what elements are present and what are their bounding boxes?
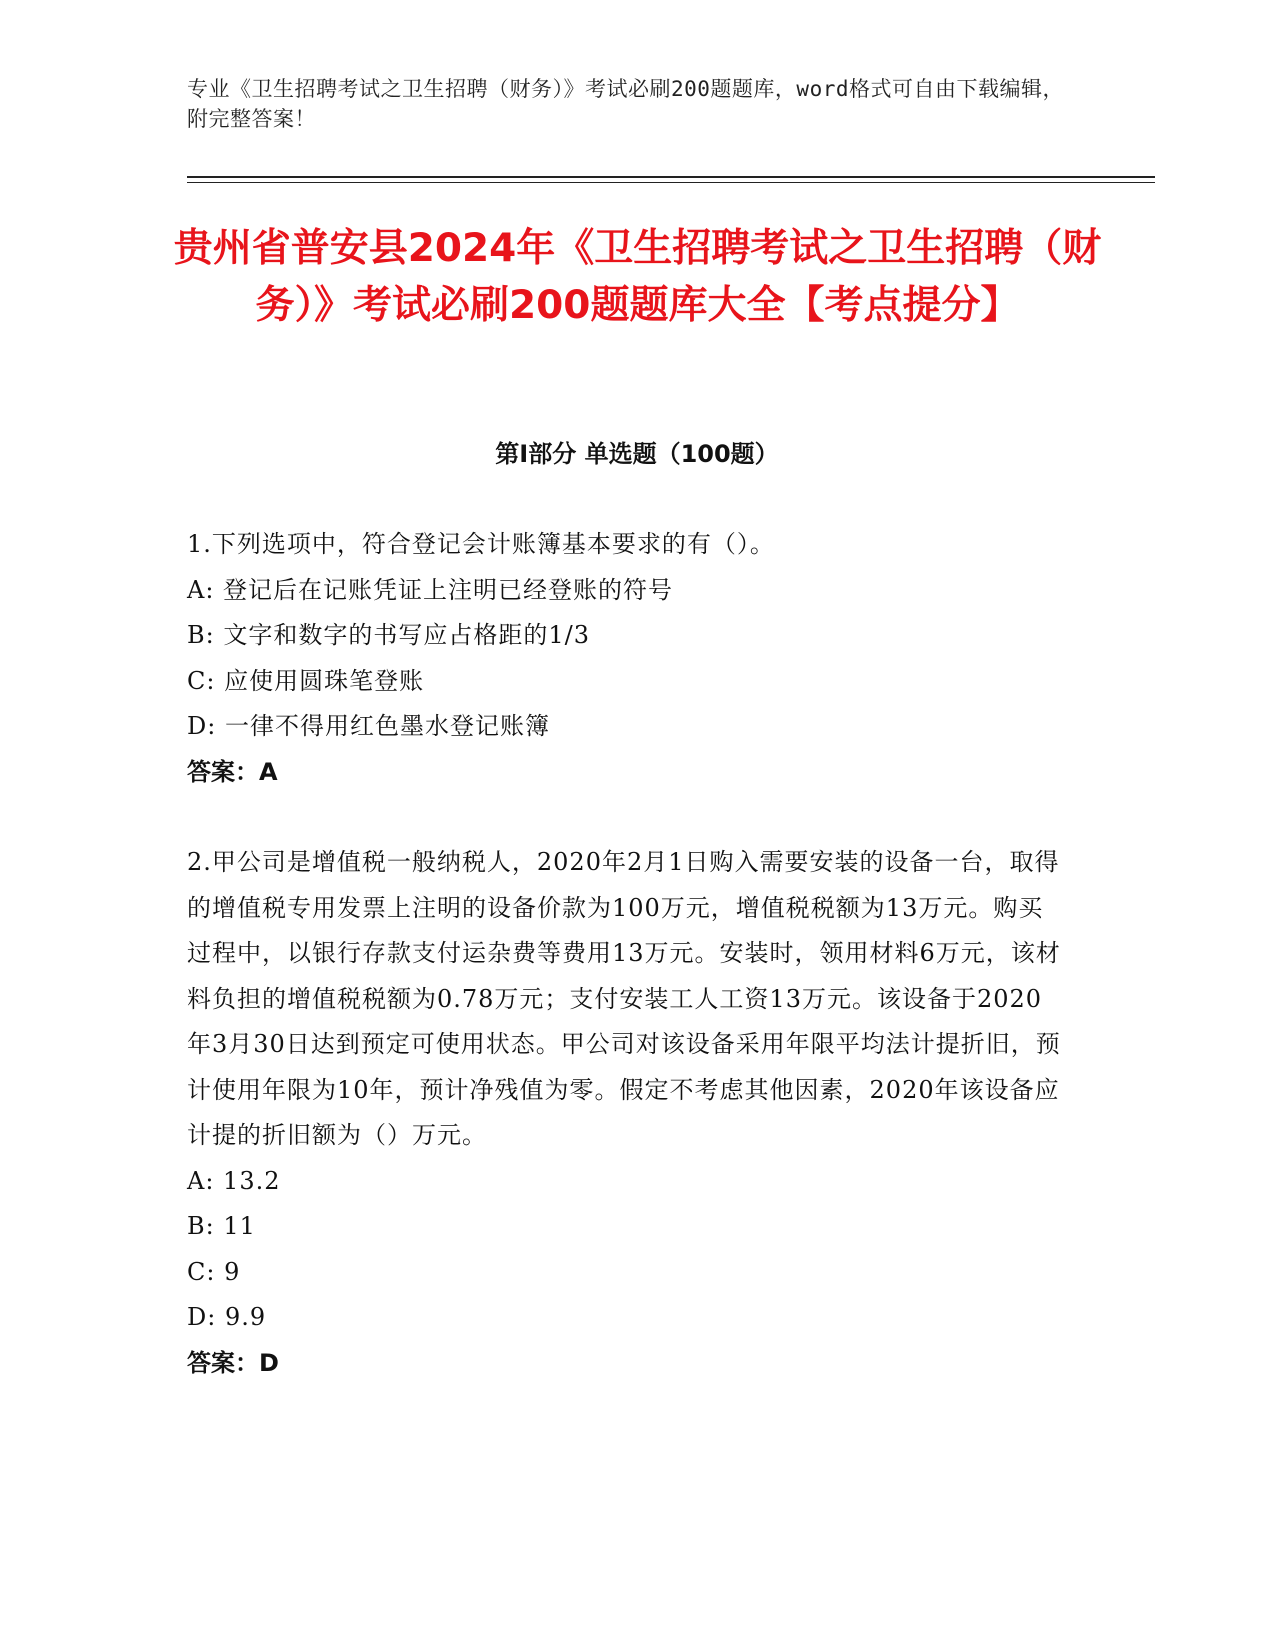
question-2 [187,840,1067,1386]
option-b: B: 11 [187,1212,256,1240]
question-stem: 2.甲公司是增值税一般纳税人，2020年2月1日购入需要安装的设备一台，取得的增值税专用发票上注明的设备价款为100万元，增值税税额为13万元。购买过程中，以银行存款支付运杂费等费用13万元。安装时，领用材料6万元，该材料负担的增值税税额为0.78万元；支付安装工人工资13万元。该设备于2020年3月30日达到预定可使用状态。甲公司对该设备采用年限平均法计提折旧，预计使用年限为10年，预计净残值为零。假定不考虑其他因素，2020年该设备应计提的折旧额为（）万元。 [187,848,1061,1149]
question-1 [187,522,1067,795]
option-a: A: 登记后在记账凭证上注明已经登账的符号 [187,575,674,604]
option-c: C: 9 [187,1257,241,1286]
header-rule-thin [187,182,1155,183]
option-b: B: 文字和数字的书写应占格距的1/3 [187,621,590,649]
header-rule-thick [187,176,1155,178]
answer: 答案：D [187,1348,279,1377]
section-title: 第I部分 单选题（100题） [495,440,779,468]
document-title: 贵州省普安县2024年《卫生招聘考试之卫生招聘（财务）》考试必刷200题题库大全【考点提分】 [173,226,1102,328]
header-note: 专业《卫生招聘考试之卫生招聘（财务）》考试必刷200题题库，word格式可自由下载编辑，附完整答案！ [187,77,1064,131]
answer: 答案：A [187,757,278,786]
option-c: C: 应使用圆珠笔登账 [187,666,425,695]
option-d: D: 9.9 [187,1303,267,1331]
option-d: D: 一律不得用红色墨水登记账簿 [187,712,550,740]
option-a: A: 13.2 [187,1166,281,1195]
question-stem: 1.下列选项中，符合登记会计账簿基本要求的有（）。 [187,530,775,558]
